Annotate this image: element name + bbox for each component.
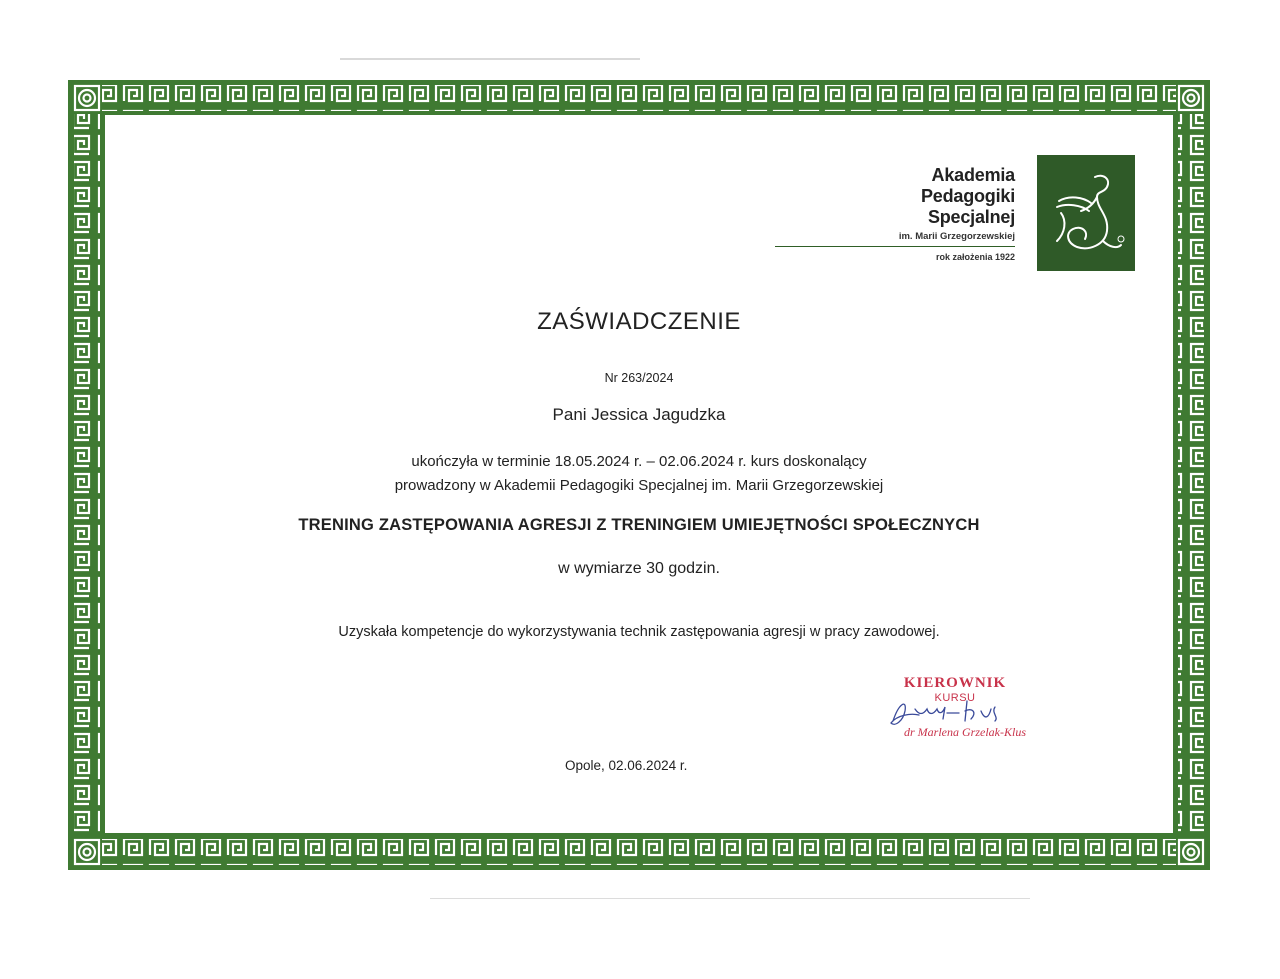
logo-patron: im. Marii Grzegorzewskiej xyxy=(775,231,1015,247)
place-and-date: Opole, 02.06.2024 r. xyxy=(565,758,688,773)
scan-edge-top xyxy=(340,58,640,60)
certificate-frame xyxy=(68,80,1210,870)
stamp-subtitle: KURSU xyxy=(934,692,976,704)
competence-statement: Uzyskała kompetencje do wykorzystywania technik zastępowania agresji w pracy zawodowej. xyxy=(338,624,940,640)
certificate-number: Nr 263/2024 xyxy=(604,371,674,385)
course-hours: w wymiarze 30 godzin. xyxy=(558,560,720,577)
logo-founded: rok założenia 1922 xyxy=(935,252,1015,262)
scan-edge-bottom xyxy=(430,898,1030,899)
stamp-title: KIEROWNIK xyxy=(903,675,1007,691)
logo-line-1: Akademia xyxy=(931,165,1015,185)
certificate-body xyxy=(105,115,1173,833)
recipient-name: Pani Jessica Jagudzka xyxy=(552,405,726,424)
course-director-stamp xyxy=(875,675,1075,755)
handwritten-signature xyxy=(885,693,1045,729)
academy-figure-logo-icon xyxy=(1037,155,1135,271)
certificate-title: ZAŚWIADCZENIE xyxy=(537,308,741,335)
logo-line-2: Pedagogiki xyxy=(920,186,1015,206)
logo-wordmark xyxy=(775,165,1015,262)
logo-line-3: Specjalnej xyxy=(927,207,1015,227)
stamp-name: dr Marlena Grzelak-Klus xyxy=(904,725,1026,739)
course-name: TRENING ZASTĘPOWANIA AGRESJI Z TRENINGIEM UMIEJĘTNOŚCI SPOŁECZNYCH xyxy=(298,516,980,534)
completion-line: ukończyła w terminie 18.05.2024 r. – 02.06.2024 r. kurs doskonalący xyxy=(411,453,867,470)
institution-line: prowadzony w Akademii Pedagogiki Specjalnej im. Marii Grzegorzewskiej xyxy=(394,477,884,494)
academy-logo xyxy=(775,155,1135,275)
